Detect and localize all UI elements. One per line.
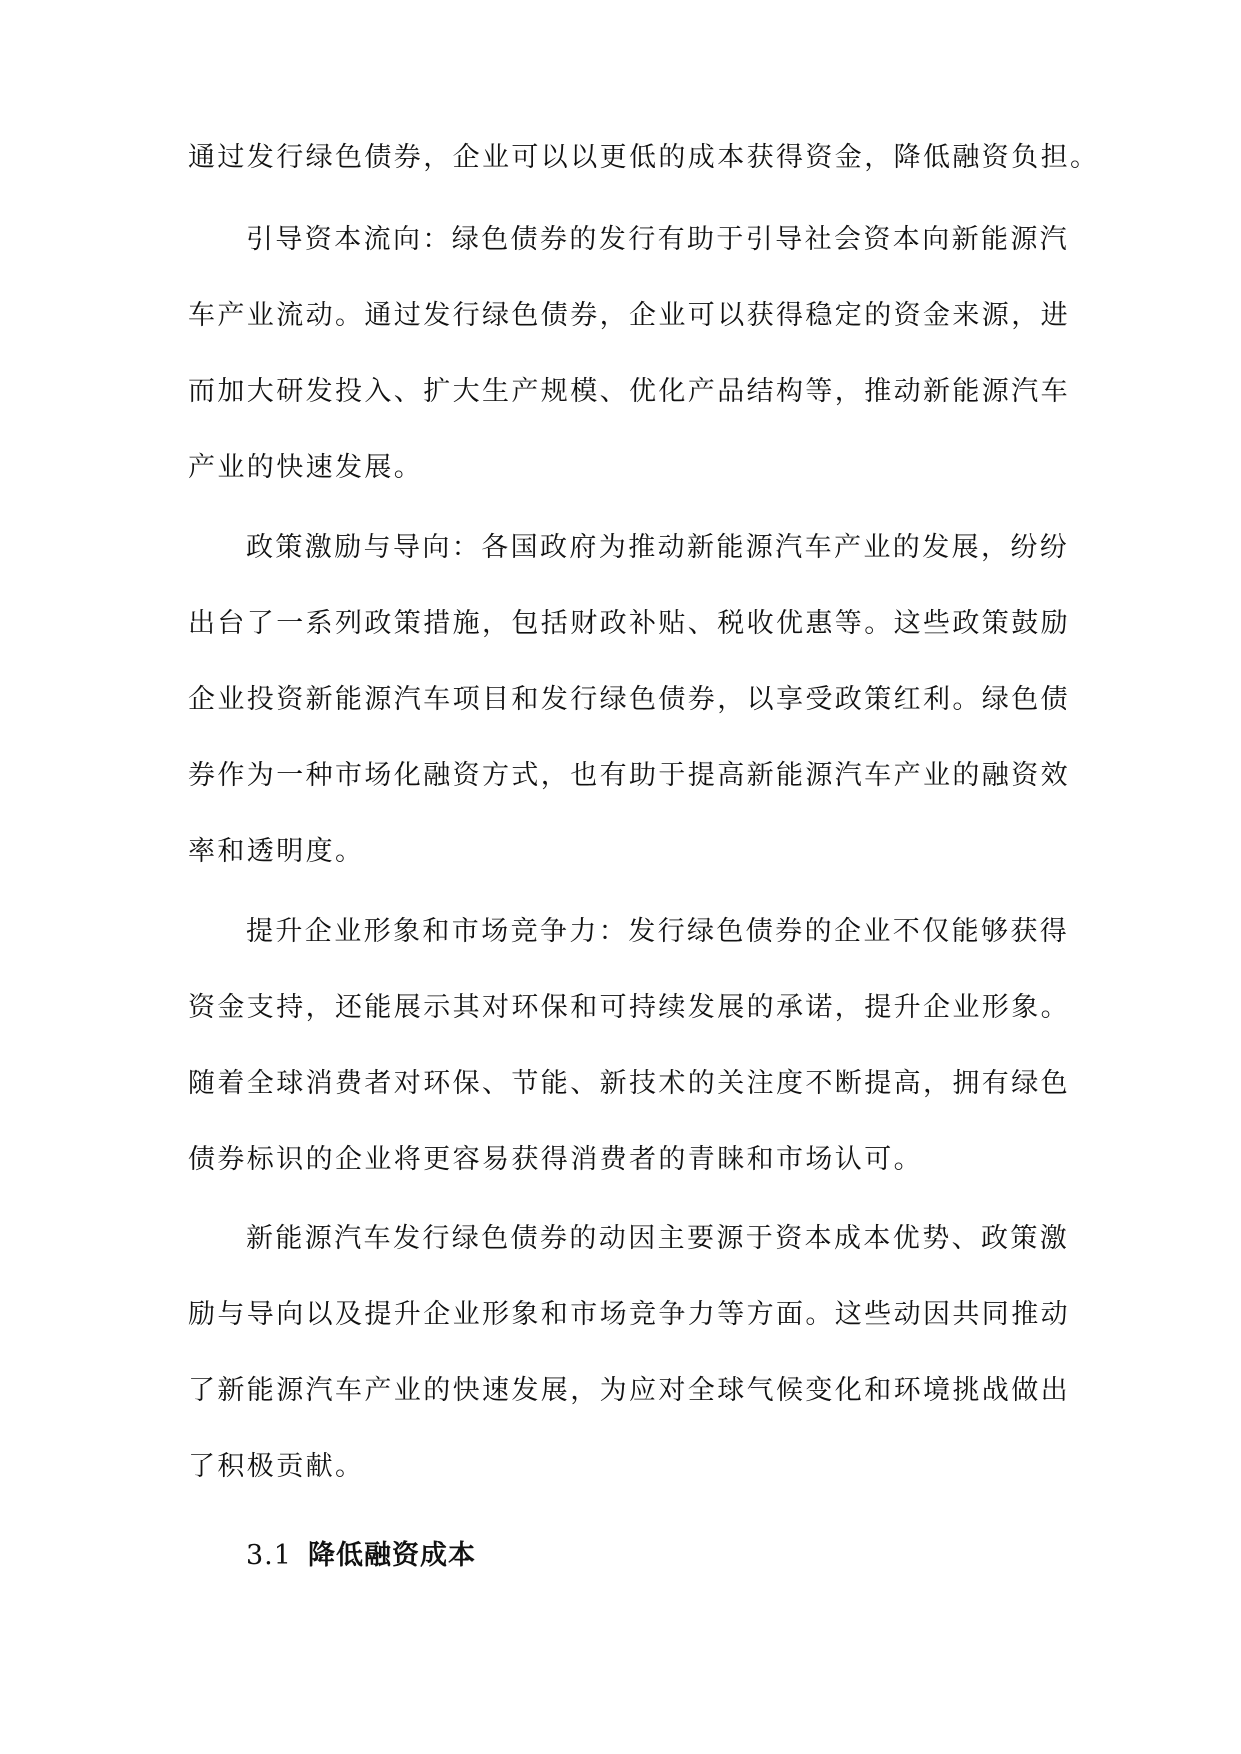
paragraph-line: 了积极贡献。 [188, 1451, 365, 1482]
paragraph-line: 而加大研发投入、扩大生产规模、优化产品结构等，推动新能源汽车 [188, 376, 1070, 407]
paragraph-line: 新能源汽车发行绿色债券的动因主要源于资本成本优势、政策激 [246, 1223, 1070, 1254]
paragraph-line: 励与导向以及提升企业形象和市场竞争力等方面。这些动因共同推动 [188, 1299, 1070, 1330]
paragraph-line: 债券标识的企业将更容易获得消费者的青睐和市场认可。 [188, 1144, 923, 1175]
paragraph-line: 通过发行绿色债券，企业可以以更低的成本获得资金，降低融资负担。 [188, 142, 1100, 173]
paragraph-line: 随着全球消费者对环保、节能、新技术的关注度不断提高，拥有绿色 [188, 1068, 1070, 1099]
paragraph-line: 车产业流动。通过发行绿色债券，企业可以获得稳定的资金来源，进 [188, 300, 1070, 331]
paragraph-line: 引导资本流向：绿色债券的发行有助于引导社会资本向新能源汽 [246, 224, 1070, 255]
paragraph-line: 出台了一系列政策措施，包括财政补贴、税收优惠等。这些政策鼓励 [188, 608, 1070, 639]
paragraph-line: 政策激励与导向：各国政府为推动新能源汽车产业的发展，纷纷 [246, 532, 1070, 563]
section-title: 降低融资成本 [307, 1540, 476, 1571]
section-heading [246, 1538, 476, 1574]
paragraph-line: 资金支持，还能展示其对环保和可持续发展的承诺，提升企业形象。 [188, 992, 1070, 1023]
paragraph-line: 率和透明度。 [188, 836, 365, 867]
paragraph-line: 企业投资新能源汽车项目和发行绿色债券，以享受政策红利。绿色债 [188, 684, 1070, 715]
paragraph-line: 券作为一种市场化融资方式，也有助于提高新能源汽车产业的融资效 [188, 760, 1070, 791]
paragraph-line: 提升企业形象和市场竞争力：发行绿色债券的企业不仅能够获得 [246, 916, 1070, 947]
section-number: 3.1 [246, 1540, 292, 1571]
paragraph-line: 产业的快速发展。 [188, 452, 424, 483]
paragraph-line: 了新能源汽车产业的快速发展，为应对全球气候变化和环境挑战做出 [188, 1375, 1070, 1406]
